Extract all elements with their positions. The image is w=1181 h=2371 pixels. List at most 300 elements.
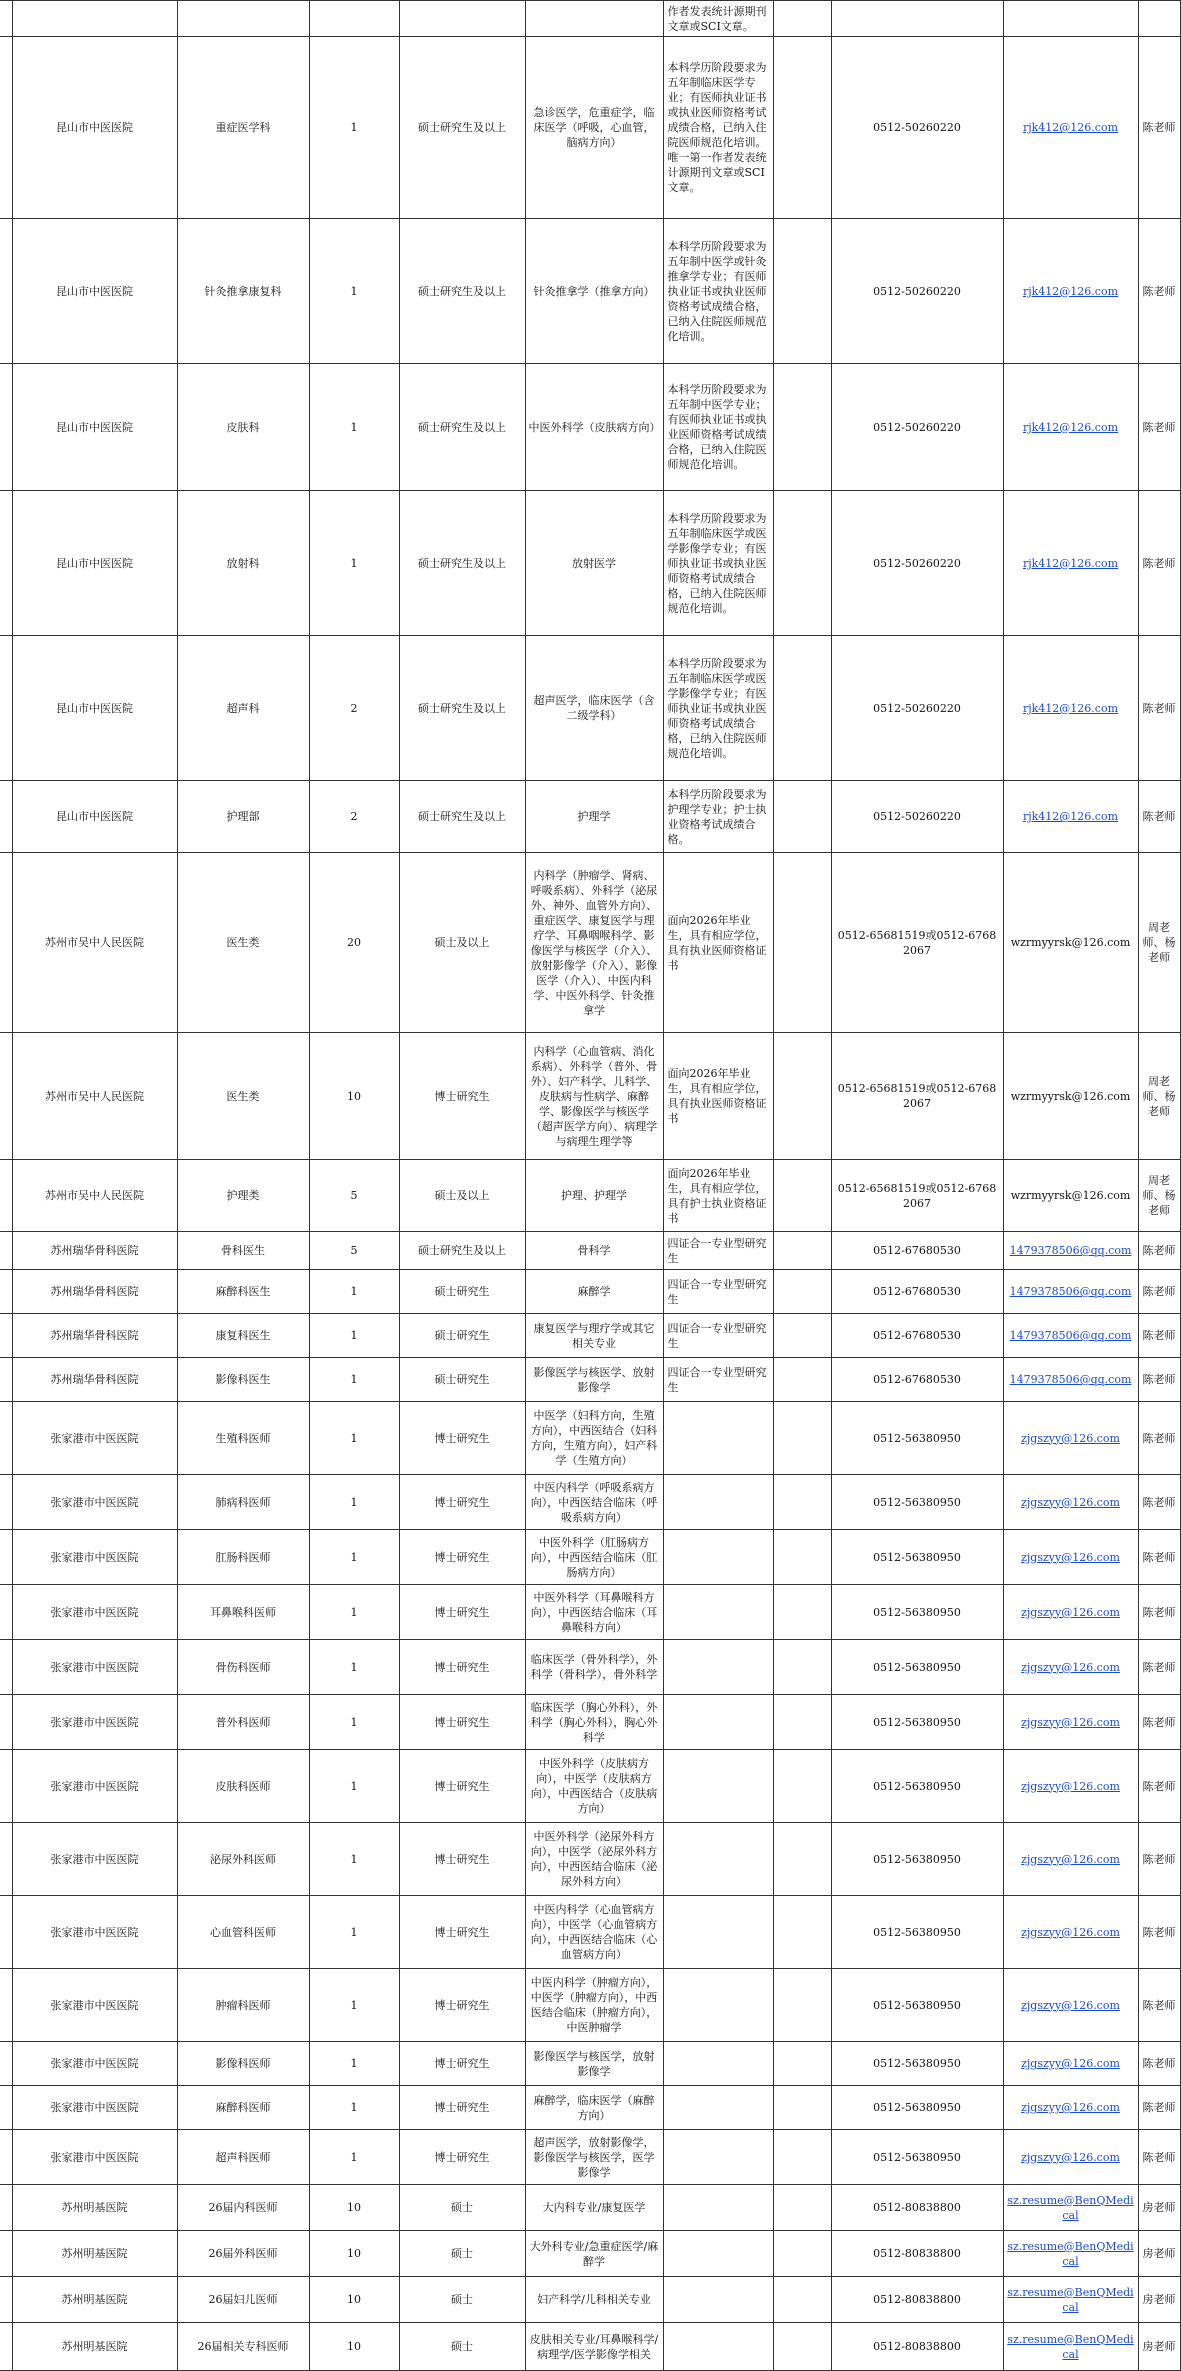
major-cell: 超声医学，放射影像学，影像医学与核医学，医学影像学: [525, 2130, 663, 2185]
major-cell: 中医内科学（呼吸系病方向），中西医结合临床（呼吸系病方向）: [525, 1475, 663, 1530]
education-cell: 硕士: [399, 2185, 525, 2231]
phone-cell: 0512-56380950: [831, 2130, 1003, 2185]
row-edge-cell: [0, 1475, 12, 1530]
education-cell: 博士研究生: [399, 1585, 525, 1640]
row-edge-cell: [0, 1823, 12, 1896]
department-cell: 医生类: [177, 853, 309, 1033]
email-cell: [1003, 2130, 1138, 2185]
contact-person-cell: 陈老师: [1138, 1585, 1180, 1640]
email-link[interactable]: sz.resume@BenQMedical: [1007, 2285, 1134, 2314]
headcount-cell: 1: [309, 1896, 399, 1969]
requirements-cell: [663, 2185, 773, 2231]
hospital-cell: 昆山市中医医院: [12, 219, 177, 364]
email-cell: [1003, 1823, 1138, 1896]
row-edge-cell: [0, 1358, 12, 1402]
row-edge-cell: [0, 1, 12, 37]
major-cell: 临床医学（胸心外科），外科学（胸心外科），胸心外科学: [525, 1695, 663, 1750]
contact-person-cell: 周老师、杨老师: [1138, 853, 1180, 1033]
headcount-cell: 10: [309, 2277, 399, 2323]
requirements-cell: [663, 1640, 773, 1695]
phone-cell: 0512-65681519或0512-67682067: [831, 1033, 1003, 1160]
phone-cell: 0512-80838800: [831, 2323, 1003, 2371]
contact-person-cell: 陈老师: [1138, 364, 1180, 491]
table-row: [0, 1823, 1180, 1896]
row-edge-cell: [0, 1033, 12, 1160]
headcount-cell: 20: [309, 853, 399, 1033]
contact-person-cell: 陈老师: [1138, 1270, 1180, 1314]
email-cell: [1003, 1232, 1138, 1270]
table-row: [0, 2185, 1180, 2231]
major-cell: 针灸推拿学（推拿方向）: [525, 219, 663, 364]
blank-cell: [773, 1270, 831, 1314]
requirements-cell: 作者发表统计源期刊文章或SCI文章。: [663, 1, 773, 37]
requirements-cell: [663, 2086, 773, 2130]
department-cell: 放射科: [177, 491, 309, 636]
contact-person-cell: [1138, 1, 1180, 37]
department-cell: 泌尿外科医师: [177, 1823, 309, 1896]
table-row: [0, 2042, 1180, 2086]
row-edge-cell: [0, 2130, 12, 2185]
blank-cell: [773, 364, 831, 491]
headcount-cell: 1: [309, 1750, 399, 1823]
requirements-cell: [663, 2130, 773, 2185]
requirements-cell: 本科学历阶段要求为护理学专业；护士执业资格考试成绩合格。: [663, 781, 773, 853]
major-cell: 临床医学（骨外科学），外科学（骨科学），骨外科学: [525, 1640, 663, 1695]
education-cell: 硕士研究生及以上: [399, 636, 525, 781]
table-row: [0, 1270, 1180, 1314]
blank-cell: [773, 1, 831, 37]
requirements-cell: [663, 1969, 773, 2042]
hospital-cell: 张家港市中医医院: [12, 1530, 177, 1585]
table-row: [0, 37, 1180, 219]
major-cell: 中医外科学（皮肤病方向）: [525, 364, 663, 491]
email-link[interactable]: zjgszyy@126.com: [1021, 2057, 1120, 2070]
email-cell: [1003, 636, 1138, 781]
hospital-cell: 苏州瑞华骨科医院: [12, 1270, 177, 1314]
blank-cell: [773, 1033, 831, 1160]
row-edge-cell: [0, 1314, 12, 1358]
table-row: [0, 2130, 1180, 2185]
department-cell: 麻醉科医师: [177, 2086, 309, 2130]
education-cell: 博士研究生: [399, 1475, 525, 1530]
email-cell: [1003, 1314, 1138, 1358]
major-cell: 中医外科学（皮肤病方向），中医学（皮肤病方向），中西医结合（皮肤病方向）: [525, 1750, 663, 1823]
row-edge-cell: [0, 1969, 12, 2042]
contact-person-cell: 陈老师: [1138, 37, 1180, 219]
phone-cell: 0512-56380950: [831, 1530, 1003, 1585]
hospital-cell: 张家港市中医医院: [12, 1640, 177, 1695]
email-cell: [1003, 1640, 1138, 1695]
phone-cell: 0512-67680530: [831, 1314, 1003, 1358]
department-cell: 26届外科医师: [177, 2231, 309, 2277]
phone-cell: 0512-65681519或0512-67682067: [831, 853, 1003, 1033]
hospital-cell: 苏州市吴中人民医院: [12, 1033, 177, 1160]
phone-cell: 0512-80838800: [831, 2277, 1003, 2323]
education-cell: 博士研究生: [399, 1640, 525, 1695]
education-cell: 博士研究生: [399, 2042, 525, 2086]
email-link[interactable]: zjgszyy@126.com: [1021, 1715, 1120, 1729]
email-link[interactable]: zjgszyy@126.com: [1021, 1550, 1120, 1564]
hospital-cell: 张家港市中医医院: [12, 2130, 177, 2185]
email-link[interactable]: zjgszyy@126.com: [1021, 2150, 1120, 2164]
headcount-cell: 2: [309, 636, 399, 781]
contact-person-cell: 陈老师: [1138, 219, 1180, 364]
blank-cell: [773, 636, 831, 781]
headcount-cell: 1: [309, 1475, 399, 1530]
phone-cell: 0512-80838800: [831, 2231, 1003, 2277]
email-cell: [1003, 1896, 1138, 1969]
education-cell: 硕士研究生: [399, 1358, 525, 1402]
requirements-cell: 本科学历阶段要求为五年制临床医学或医学影像学专业；有医师执业证书或执业医师资格考试成绩合格，已纳入住院医师规范化培训。: [663, 491, 773, 636]
email-cell: [1003, 2042, 1138, 2086]
headcount-cell: 5: [309, 1232, 399, 1270]
email-link[interactable]: rjk412@126.com: [1022, 810, 1119, 823]
row-edge-cell: [0, 853, 12, 1033]
email-link[interactable]: zjgszyy@126.com: [1021, 1925, 1120, 1939]
headcount-cell: 1: [309, 1640, 399, 1695]
phone-cell: 0512-56380950: [831, 1475, 1003, 1530]
hospital-cell: 苏州瑞华骨科医院: [12, 1232, 177, 1270]
email-link[interactable]: zjgszyy@126.com: [1021, 2101, 1120, 2114]
table-row: [0, 1640, 1180, 1695]
blank-cell: [773, 781, 831, 853]
department-cell: 肺病科医师: [177, 1475, 309, 1530]
headcount-cell: 10: [309, 2185, 399, 2231]
email-cell: [1003, 853, 1138, 1033]
headcount-cell: 10: [309, 2323, 399, 2371]
email-cell: [1003, 1969, 1138, 2042]
headcount-cell: 1: [309, 1969, 399, 2042]
department-cell: 26届妇儿医师: [177, 2277, 309, 2323]
major-cell: 中医外科学（耳鼻喉科方向），中西医结合临床（耳鼻喉科方向）: [525, 1585, 663, 1640]
table-row: [0, 1402, 1180, 1475]
row-edge-cell: [0, 1530, 12, 1585]
email-cell: [1003, 364, 1138, 491]
headcount-cell: 1: [309, 364, 399, 491]
requirements-cell: [663, 1823, 773, 1896]
table-row: [0, 1033, 1180, 1160]
department-cell: 骨科医生: [177, 1232, 309, 1270]
email-link[interactable]: sz.resume@BenQMedical: [1007, 2239, 1134, 2268]
phone-cell: 0512-67680530: [831, 1358, 1003, 1402]
blank-cell: [773, 2042, 831, 2086]
hospital-cell: 昆山市中医医院: [12, 781, 177, 853]
hospital-cell: 张家港市中医医院: [12, 1402, 177, 1475]
major-cell: 皮肤相关专业/耳鼻喉科学/病理学/医学影像学相关: [525, 2323, 663, 2371]
contact-person-cell: 房老师: [1138, 2277, 1180, 2323]
hospital-cell: 苏州瑞华骨科医院: [12, 1314, 177, 1358]
department-cell: [177, 1, 309, 37]
major-cell: 护理、护理学: [525, 1160, 663, 1232]
hospital-cell: 张家港市中医医院: [12, 1969, 177, 2042]
blank-cell: [773, 1475, 831, 1530]
department-cell: 针灸推拿康复科: [177, 219, 309, 364]
department-cell: 医生类: [177, 1033, 309, 1160]
email-cell: [1003, 2323, 1138, 2371]
table-body: [0, 1, 1180, 2371]
major-cell: 大外科专业/急重症医学/麻醉学: [525, 2231, 663, 2277]
major-cell: 内科学（肿瘤学、肾病、呼吸系病）、外科学（泌尿外、神外、血管外方向）、重症医学、康复医学与理疗学、耳鼻咽喉科学、影像医学与核医学（介入）、放射影像学（介入）、影像医学（介入）、中医内科学、中医外科学、针灸推拿学: [525, 853, 663, 1033]
row-edge-cell: [0, 1270, 12, 1314]
headcount-cell: 1: [309, 1585, 399, 1640]
contact-person-cell: 陈老师: [1138, 1402, 1180, 1475]
department-cell: 26届相关专科医师: [177, 2323, 309, 2371]
blank-cell: [773, 1750, 831, 1823]
phone-cell: 0512-50260220: [831, 636, 1003, 781]
department-cell: 护理部: [177, 781, 309, 853]
phone-cell: 0512-65681519或0512-67682067: [831, 1160, 1003, 1232]
major-cell: 妇产科学/儿科相关专业: [525, 2277, 663, 2323]
row-edge-cell: [0, 2277, 12, 2323]
education-cell: 硕士研究生及以上: [399, 491, 525, 636]
contact-person-cell: 陈老师: [1138, 1640, 1180, 1695]
email-cell: [1003, 219, 1138, 364]
email-link[interactable]: zjgszyy@126.com: [1021, 1998, 1120, 2012]
department-cell: 生殖科医师: [177, 1402, 309, 1475]
hospital-cell: [12, 1, 177, 37]
blank-cell: [773, 1232, 831, 1270]
education-cell: [399, 1, 525, 37]
blank-cell: [773, 2323, 831, 2371]
headcount-cell: 1: [309, 1823, 399, 1896]
contact-person-cell: 房老师: [1138, 2231, 1180, 2277]
blank-cell: [773, 1640, 831, 1695]
education-cell: 硕士: [399, 2323, 525, 2371]
table-row: [0, 1314, 1180, 1358]
hospital-cell: 张家港市中医医院: [12, 1750, 177, 1823]
email-cell: [1003, 1, 1138, 37]
headcount-cell: 1: [309, 2086, 399, 2130]
headcount-cell: 1: [309, 219, 399, 364]
email-link[interactable]: 1479378506@qq.com: [1009, 1285, 1132, 1298]
row-edge-cell: [0, 364, 12, 491]
table-row: [0, 1, 1180, 37]
phone-cell: 0512-50260220: [831, 37, 1003, 219]
requirements-cell: 四证合一专业型研究生: [663, 1358, 773, 1402]
phone-cell: 0512-56380950: [831, 1750, 1003, 1823]
education-cell: 硕士研究生及以上: [399, 219, 525, 364]
department-cell: 影像科医生: [177, 1358, 309, 1402]
hospital-cell: 张家港市中医医院: [12, 1475, 177, 1530]
row-edge-cell: [0, 1585, 12, 1640]
email-link[interactable]: zjgszyy@126.com: [1021, 1852, 1120, 1866]
phone-cell: 0512-80838800: [831, 2185, 1003, 2231]
education-cell: 硕士及以上: [399, 1160, 525, 1232]
email-link[interactable]: zjgszyy@126.com: [1021, 1660, 1120, 1674]
email-link[interactable]: zjgszyy@126.com: [1021, 1431, 1120, 1445]
headcount-cell: 5: [309, 1160, 399, 1232]
blank-cell: [773, 2086, 831, 2130]
email-cell: [1003, 1160, 1138, 1232]
table-row: [0, 1585, 1180, 1640]
department-cell: 皮肤科医师: [177, 1750, 309, 1823]
requirements-cell: [663, 1475, 773, 1530]
phone-cell: 0512-56380950: [831, 1640, 1003, 1695]
email-link[interactable]: zjgszyy@126.com: [1021, 1779, 1120, 1793]
hospital-cell: 张家港市中医医院: [12, 1896, 177, 1969]
hospital-cell: 苏州明基医院: [12, 2323, 177, 2371]
education-cell: 博士研究生: [399, 1969, 525, 2042]
major-cell: 影像医学与核医学、放射影像学: [525, 1358, 663, 1402]
table-row: [0, 2086, 1180, 2130]
blank-cell: [773, 1530, 831, 1585]
hospital-cell: 苏州明基医院: [12, 2277, 177, 2323]
education-cell: 博士研究生: [399, 1896, 525, 1969]
row-edge-cell: [0, 636, 12, 781]
phone-cell: 0512-56380950: [831, 1896, 1003, 1969]
requirements-cell: [663, 2231, 773, 2277]
requirements-cell: 本科学历阶段要求为五年制中医学或针灸推拿学专业；有医师执业证书或执业医师资格考试成绩合格，已纳入住院医师规范化培训。: [663, 219, 773, 364]
email-link[interactable]: rjk412@126.com: [1022, 701, 1119, 715]
headcount-cell: 1: [309, 1402, 399, 1475]
email-link[interactable]: rjk412@126.com: [1022, 121, 1119, 134]
hospital-cell: 昆山市中医医院: [12, 636, 177, 781]
requirements-cell: [663, 1530, 773, 1585]
email-cell: [1003, 2277, 1138, 2323]
hospital-cell: 张家港市中医医院: [12, 1585, 177, 1640]
row-edge-cell: [0, 1640, 12, 1695]
department-cell: 护理类: [177, 1160, 309, 1232]
email-cell: [1003, 781, 1138, 853]
hospital-cell: 昆山市中医医院: [12, 491, 177, 636]
blank-cell: [773, 1314, 831, 1358]
table-row: [0, 781, 1180, 853]
email-link[interactable]: zjgszyy@126.com: [1021, 1605, 1120, 1619]
row-edge-cell: [0, 2231, 12, 2277]
headcount-cell: 1: [309, 1530, 399, 1585]
email-link[interactable]: rjk412@126.com: [1022, 420, 1119, 434]
hospital-cell: 苏州明基医院: [12, 2185, 177, 2231]
row-edge-cell: [0, 2323, 12, 2371]
education-cell: 硕士研究生及以上: [399, 781, 525, 853]
contact-person-cell: 陈老师: [1138, 1695, 1180, 1750]
email-cell: [1003, 1402, 1138, 1475]
education-cell: 博士研究生: [399, 1823, 525, 1896]
table-row: [0, 1160, 1180, 1232]
department-cell: 肛肠科医师: [177, 1530, 309, 1585]
blank-cell: [773, 1896, 831, 1969]
major-cell: 急诊医学，危重症学，临床医学（呼吸，心血管，脑病方向）: [525, 37, 663, 219]
hospital-cell: 苏州市吴中人民医院: [12, 1160, 177, 1232]
education-cell: 硕士研究生: [399, 1270, 525, 1314]
email-link[interactable]: 1479378506@qq.com: [1009, 1373, 1132, 1386]
requirements-cell: 面向2026年毕业生，具有相应学位，具有执业医师资格证书: [663, 1033, 773, 1160]
email-link[interactable]: zjgszyy@126.com: [1021, 1495, 1120, 1509]
contact-person-cell: 陈老师: [1138, 1314, 1180, 1358]
major-cell: 超声医学，临床医学（含二级学科）: [525, 636, 663, 781]
email-cell: [1003, 1358, 1138, 1402]
phone-cell: 0512-56380950: [831, 1585, 1003, 1640]
contact-person-cell: 陈老师: [1138, 1475, 1180, 1530]
major-cell: 麻醉学，临床医学（麻醉方向）: [525, 2086, 663, 2130]
hospital-cell: 苏州市吴中人民医院: [12, 853, 177, 1033]
contact-person-cell: 陈老师: [1138, 1750, 1180, 1823]
phone-cell: 0512-50260220: [831, 364, 1003, 491]
requirements-cell: [663, 2323, 773, 2371]
education-cell: 硕士研究生: [399, 1314, 525, 1358]
email-cell: [1003, 1033, 1138, 1160]
requirements-cell: 本科学历阶段要求为五年制临床医学专业；有医师执业证书或执业医师资格考试成绩合格，已纳入住院医师规范化培训。唯一第一作者发表统计源期刊文章或SCI文章。: [663, 37, 773, 219]
department-cell: 皮肤科: [177, 364, 309, 491]
email-cell: [1003, 2086, 1138, 2130]
email-link[interactable]: 1479378506@qq.com: [1009, 1244, 1132, 1257]
row-edge-cell: [0, 781, 12, 853]
email-link[interactable]: sz.resume@BenQMedical: [1007, 2332, 1134, 2361]
education-cell: 博士研究生: [399, 1402, 525, 1475]
phone-cell: 0512-56380950: [831, 1695, 1003, 1750]
contact-person-cell: 陈老师: [1138, 2042, 1180, 2086]
department-cell: 重症医学科: [177, 37, 309, 219]
department-cell: 影像科医师: [177, 2042, 309, 2086]
phone-cell: [831, 1, 1003, 37]
contact-person-cell: 陈老师: [1138, 636, 1180, 781]
table-row: [0, 636, 1180, 781]
blank-cell: [773, 1358, 831, 1402]
headcount-cell: 1: [309, 1695, 399, 1750]
headcount-cell: 10: [309, 1033, 399, 1160]
contact-person-cell: 陈老师: [1138, 2086, 1180, 2130]
contact-person-cell: 陈老师: [1138, 1823, 1180, 1896]
email-cell: [1003, 1475, 1138, 1530]
headcount-cell: 10: [309, 2231, 399, 2277]
education-cell: 博士研究生: [399, 1033, 525, 1160]
education-cell: 硕士及以上: [399, 853, 525, 1033]
email-link[interactable]: rjk412@126.com: [1022, 556, 1119, 570]
education-cell: 硕士研究生及以上: [399, 1232, 525, 1270]
phone-cell: 0512-67680530: [831, 1270, 1003, 1314]
phone-cell: 0512-56380950: [831, 1823, 1003, 1896]
department-cell: 普外科医师: [177, 1695, 309, 1750]
blank-cell: [773, 219, 831, 364]
blank-cell: [773, 1160, 831, 1232]
email-cell: [1003, 1270, 1138, 1314]
phone-cell: 0512-50260220: [831, 491, 1003, 636]
major-cell: 中医外科学（泌尿外科方向），中医学（泌尿外科方向），中西医结合临床（泌尿外科方向）: [525, 1823, 663, 1896]
headcount-cell: 1: [309, 1314, 399, 1358]
table-row: [0, 1896, 1180, 1969]
requirements-cell: 本科学历阶段要求为五年制中医学专业；有医师执业证书或执业医师资格考试成绩合格，已纳入住院医师规范化培训。: [663, 364, 773, 491]
blank-cell: [773, 37, 831, 219]
blank-cell: [773, 1823, 831, 1896]
row-edge-cell: [0, 1232, 12, 1270]
phone-cell: 0512-56380950: [831, 1402, 1003, 1475]
email-cell: [1003, 1585, 1138, 1640]
row-edge-cell: [0, 491, 12, 636]
email-cell: [1003, 1530, 1138, 1585]
major-cell: 中医外科学（肛肠病方向），中西医结合临床（肛肠病方向）: [525, 1530, 663, 1585]
email-link[interactable]: sz.resume@BenQMedical: [1007, 2193, 1134, 2222]
hospital-cell: 昆山市中医医院: [12, 364, 177, 491]
email-cell: [1003, 491, 1138, 636]
headcount-cell: 1: [309, 2130, 399, 2185]
education-cell: 硕士研究生及以上: [399, 364, 525, 491]
email-link[interactable]: rjk412@126.com: [1022, 284, 1119, 298]
table-row: [0, 219, 1180, 364]
requirements-cell: 四证合一专业型研究生: [663, 1314, 773, 1358]
blank-cell: [773, 2231, 831, 2277]
email-link[interactable]: 1479378506@qq.com: [1009, 1329, 1132, 1342]
requirements-cell: 面向2026年毕业生，具有相应学位，具有执业医师资格证书: [663, 853, 773, 1033]
department-cell: 耳鼻喉科医师: [177, 1585, 309, 1640]
table-row: [0, 1969, 1180, 2042]
row-edge-cell: [0, 1695, 12, 1750]
education-cell: 博士研究生: [399, 1695, 525, 1750]
table-row: [0, 491, 1180, 636]
blank-cell: [773, 491, 831, 636]
table-row: [0, 2277, 1180, 2323]
row-edge-cell: [0, 1896, 12, 1969]
contact-person-cell: 周老师、杨老师: [1138, 1033, 1180, 1160]
